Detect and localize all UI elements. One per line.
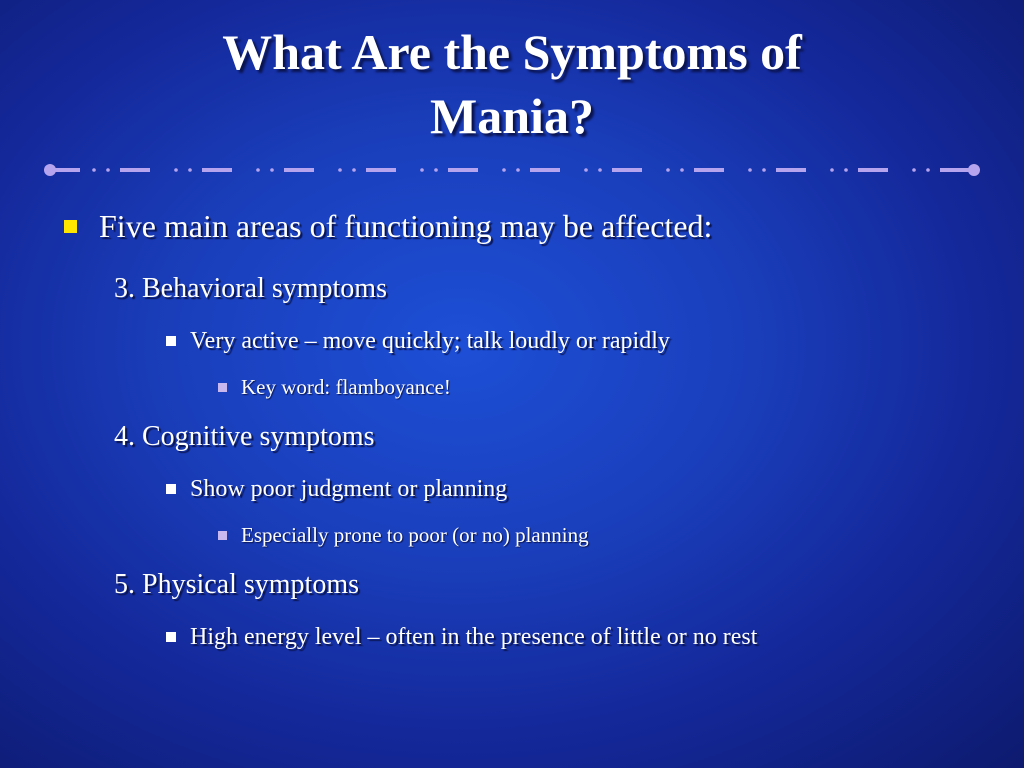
divider-dot xyxy=(516,168,520,172)
divider-dot xyxy=(270,168,274,172)
divider-dot xyxy=(188,168,192,172)
slide-title xyxy=(0,20,1024,148)
divider-dot xyxy=(106,168,110,172)
divider-dot xyxy=(420,168,424,172)
section-heading-physical: 5. Physical symptoms xyxy=(114,569,360,600)
bullet-behavioral-subitem xyxy=(218,374,451,400)
yellow-square-bullet-icon xyxy=(64,220,77,233)
divider-dot xyxy=(844,168,848,172)
bullet-behavioral-item-text: Very active – move quickly; talk loudly or rapidly xyxy=(190,328,670,354)
bullet-intro xyxy=(64,206,712,246)
divider-dot xyxy=(92,168,96,172)
divider-dot xyxy=(174,168,178,172)
title-divider xyxy=(44,160,980,180)
slide-title-line-1: What Are the Symptoms of xyxy=(222,24,802,80)
divider-dot xyxy=(680,168,684,172)
divider-dot xyxy=(830,168,834,172)
divider-dot xyxy=(584,168,588,172)
bullet-cognitive-item xyxy=(166,474,507,504)
divider-dot xyxy=(762,168,766,172)
divider-dot xyxy=(666,168,670,172)
section-heading-cognitive: 4. Cognitive symptoms xyxy=(114,421,375,452)
divider-dot xyxy=(434,168,438,172)
white-square-bullet-icon xyxy=(166,632,176,642)
bullet-cognitive-subitem xyxy=(218,522,589,548)
bullet-intro-text: Five main areas of functioning may be affected: xyxy=(99,208,713,244)
white-square-bullet-icon xyxy=(166,336,176,346)
divider-dot xyxy=(256,168,260,172)
divider-dot xyxy=(912,168,916,172)
divider-dot xyxy=(926,168,930,172)
divider-dot xyxy=(502,168,506,172)
divider-dot xyxy=(748,168,752,172)
bullet-cognitive-subitem-text: Especially prone to poor (or no) planning xyxy=(241,523,589,547)
section-heading-behavioral: 3. Behavioral symptoms xyxy=(114,273,387,304)
divider-dot xyxy=(352,168,356,172)
divider-dot xyxy=(598,168,602,172)
bullet-physical-item-text: High energy level – often in the presence of little or no rest xyxy=(190,624,758,650)
lavender-square-bullet-icon xyxy=(218,383,227,392)
bullet-cognitive-item-text: Show poor judgment or planning xyxy=(190,476,508,502)
bullet-behavioral-subitem-text: Key word: flamboyance! xyxy=(241,375,451,399)
bullet-physical-item xyxy=(166,622,757,652)
divider-dot xyxy=(338,168,342,172)
white-square-bullet-icon xyxy=(166,484,176,494)
slide-title-line-2: Mania? xyxy=(430,88,594,144)
lavender-square-bullet-icon xyxy=(218,531,227,540)
bullet-behavioral-item xyxy=(166,326,670,356)
